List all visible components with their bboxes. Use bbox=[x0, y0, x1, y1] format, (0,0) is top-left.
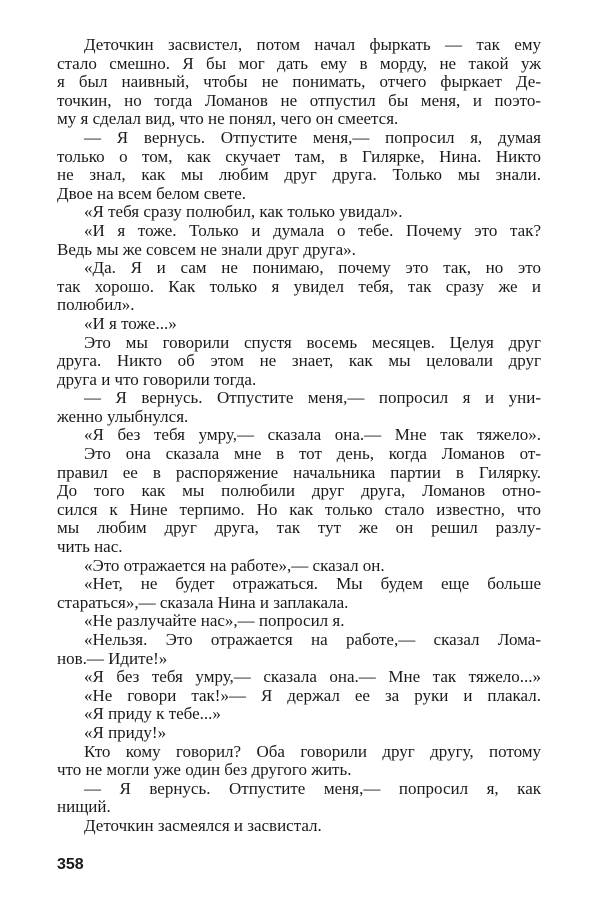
text-line: что не могли уже один без другого жить. bbox=[57, 760, 352, 780]
text-line: мы любим друг друга, так тут же он решил разлу- bbox=[57, 518, 541, 538]
text-line: Ведь мы же совсем не знали друг друга». bbox=[57, 239, 356, 259]
text-line: «Я без тебя умру,— сказала она.— Мне так тяжело». bbox=[84, 425, 541, 445]
text-line: «И я тоже. Только и думала о тебе. Почему это так? bbox=[84, 220, 541, 240]
text-line: друга. Никто об этом не знает, как мы целовали друг bbox=[57, 351, 541, 371]
text-line: точкин, но тогда Ломанов не отпустил бы меня, и поэто- bbox=[57, 90, 541, 110]
text-line: правил ее в распоряжение начальника партии в Гилярку. bbox=[57, 462, 541, 482]
text-line: «Я тебя сразу полюбил, как только увидал». bbox=[84, 202, 403, 222]
text-line: не знал, как мы любим друг друга. Только мы знали. bbox=[57, 165, 541, 185]
text-line: До того как мы полюбили друг друга, Ломанов отно- bbox=[57, 481, 541, 501]
text-line: чить нас. bbox=[57, 537, 123, 557]
page-number: 358 bbox=[57, 856, 84, 873]
text-line: стараться»,— сказала Нина и заплакала. bbox=[57, 592, 349, 612]
text-line: «Не разлучайте нас»,— попросил я. bbox=[84, 611, 345, 631]
text-line: — Я вернусь. Отпустите меня,— попросил я, как bbox=[84, 778, 541, 798]
text-line: я был наивный, чтобы не понимать, отчего фыркает Де- bbox=[57, 72, 541, 92]
text-line: «Я приду к тебе...» bbox=[84, 704, 221, 724]
text-line: «Нельзя. Это отражается на работе,— сказал Лома- bbox=[84, 630, 541, 649]
text-line: Деточкин засвистел, потом начал фыркать — так ему bbox=[84, 35, 541, 54]
text-line: Это она сказала мне в тот день, когда Ломанов от- bbox=[84, 444, 541, 464]
text-line: Деточкин засмеялся и засвистал. bbox=[84, 815, 322, 835]
text-line: нов.— Идите!» bbox=[57, 648, 168, 668]
text-line: только о том, как скучает там, в Гилярке, Нина. Никто bbox=[57, 146, 541, 166]
text-line: Кто кому говорил? Оба говорили друг другу, потому bbox=[84, 741, 541, 761]
text-line: стало смешно. Я бы мог дать ему в морду, не такой уж bbox=[57, 53, 541, 73]
text-line: — Я вернусь. Отпустите меня,— попросил я, думая bbox=[84, 127, 541, 147]
text-line: Двое на всем белом свете. bbox=[57, 183, 247, 203]
text-line: друга и что говорили тогда. bbox=[57, 369, 257, 389]
text-line: женно улыбнулся. bbox=[57, 406, 189, 426]
text-line: «Я приду!» bbox=[84, 722, 167, 742]
text-line: «Это отражается на работе»,— сказал он. bbox=[84, 555, 385, 575]
text-line: «Да. Я и сам не понимаю, почему это так, но это bbox=[84, 258, 541, 278]
text-line: так хорошо. Как только я увидел тебя, так сразу же и bbox=[57, 276, 541, 296]
text-line: — Я вернусь. Отпустите меня,— попросил я и уни- bbox=[84, 388, 541, 408]
text-line: полюбил». bbox=[57, 295, 135, 315]
text-line: Это мы говорили спустя восемь месяцев. Целуя друг bbox=[84, 332, 541, 352]
text-line: сился к Нине терпимо. Но как только стало известно, что bbox=[57, 499, 541, 519]
page-body-text bbox=[57, 36, 541, 836]
text-line: «Нет, не будет отражаться. Мы будем еще больше bbox=[84, 574, 541, 594]
text-line: нищий. bbox=[57, 797, 111, 817]
text-line: му я сделал вид, что не понял, чего он смеется. bbox=[57, 109, 399, 129]
text-line: «Я без тебя умру,— сказала она.— Мне так тяжело...» bbox=[84, 667, 541, 687]
text-line: «И я тоже...» bbox=[84, 313, 177, 333]
text-line: «Не говори так!»— Я держал ее за руки и плакал. bbox=[84, 685, 541, 705]
